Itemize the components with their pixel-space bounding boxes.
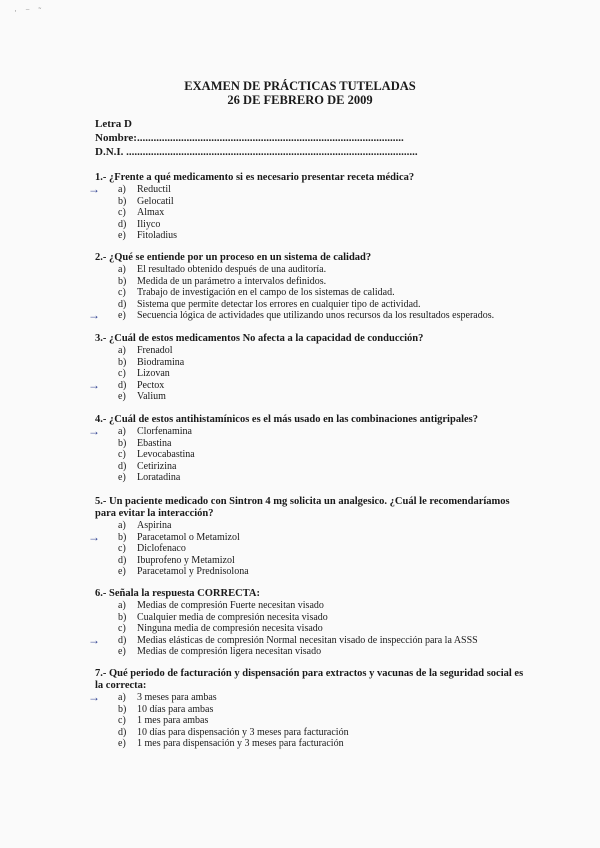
option-text: Levocabastina bbox=[137, 449, 195, 461]
option-letter: d) bbox=[118, 554, 127, 566]
option-letter: b) bbox=[118, 703, 127, 715]
options-list bbox=[88, 264, 525, 323]
option-letter: c) bbox=[118, 449, 126, 461]
option bbox=[95, 543, 525, 555]
option bbox=[95, 276, 525, 288]
option-text: Medias elásticas de compresión Normal necesitan visado de inspección para la ASSS bbox=[137, 634, 478, 646]
question-text: 7.- Qué periodo de facturación y dispensación para extractos y vacunas de la seguridad social es la correcta: bbox=[95, 668, 524, 691]
option-letter: c) bbox=[118, 368, 126, 380]
question-text: 5.- Un paciente medicado con Sintron 4 mg solicita un analgesico. ¿Cuál le recomendaríamos para evitar la interacción? bbox=[95, 496, 510, 519]
student-info bbox=[95, 117, 487, 159]
options-list bbox=[88, 345, 525, 403]
question-text: 2.- ¿Qué se entiende por un proceso en un sistema de calidad? bbox=[95, 252, 372, 263]
option-letter: a) bbox=[118, 600, 126, 611]
option-letter: d) bbox=[118, 298, 127, 310]
option-letter: c) bbox=[118, 715, 126, 727]
option-text: Diclofenaco bbox=[137, 543, 186, 555]
question-text: 6.- Señala la respuesta CORRECTA: bbox=[95, 588, 260, 599]
option-letter: c) bbox=[118, 623, 126, 635]
option-letter: b) bbox=[118, 356, 127, 368]
option-letter: c) bbox=[118, 207, 126, 219]
option-letter: e) bbox=[118, 566, 126, 578]
answer-arrow-icon: → bbox=[88, 377, 100, 392]
question-text: 1.- ¿Frente a qué medicamento si es necesario presentar receta médica? bbox=[95, 172, 415, 183]
option-letter: d) bbox=[118, 218, 127, 230]
option-text: Almax bbox=[137, 207, 165, 219]
option bbox=[95, 727, 525, 739]
option bbox=[95, 600, 525, 612]
option bbox=[95, 230, 525, 242]
letra-label: Letra D bbox=[95, 118, 132, 130]
option-letter: b) bbox=[118, 195, 127, 207]
option-text: Paracetamol o Metamizol bbox=[137, 531, 240, 543]
options-list bbox=[88, 182, 525, 242]
option-text: Cualquier media de compresión necesita visado bbox=[137, 611, 328, 623]
option-text: Aspirina bbox=[137, 520, 172, 531]
option bbox=[95, 219, 525, 231]
option-letter: e) bbox=[118, 472, 126, 484]
option-letter: c) bbox=[118, 543, 126, 555]
option bbox=[95, 391, 525, 403]
option bbox=[95, 299, 525, 311]
answer-arrow-icon: → bbox=[88, 529, 100, 544]
option-letter: e) bbox=[118, 230, 126, 242]
question-5 bbox=[88, 496, 525, 578]
option bbox=[95, 623, 525, 635]
option bbox=[95, 715, 525, 727]
option-text: 1 mes para ambas bbox=[137, 715, 209, 727]
option-text: 1 mes para dispensación y 3 meses para facturación bbox=[137, 738, 344, 750]
option bbox=[95, 461, 525, 473]
option bbox=[95, 207, 525, 219]
option-letter: b) bbox=[118, 275, 127, 287]
option bbox=[95, 612, 525, 624]
answer-arrow-icon: → bbox=[88, 182, 100, 196]
option-text: Medias de compresión Fuerte necesitan visado bbox=[137, 600, 324, 611]
answer-arrow-icon: → bbox=[88, 632, 100, 647]
option bbox=[95, 520, 525, 532]
option-letter: a) bbox=[118, 426, 126, 437]
option bbox=[95, 566, 525, 578]
option-letter: d) bbox=[118, 634, 127, 646]
option-text: Sistema que permite detectar los errores en cualquier tipo de actividad. bbox=[137, 298, 421, 310]
option bbox=[95, 738, 525, 750]
option-letter: a) bbox=[118, 184, 126, 195]
option-letter: e) bbox=[118, 391, 126, 403]
option-letter: a) bbox=[118, 520, 126, 531]
options-list bbox=[88, 520, 525, 578]
option-text: Biodramina bbox=[137, 356, 185, 368]
option bbox=[88, 529, 525, 544]
question-4 bbox=[88, 414, 525, 484]
option bbox=[88, 308, 525, 323]
dni-field: D.N.I. .......................................................................................................... bbox=[95, 146, 418, 158]
option bbox=[95, 646, 525, 658]
option-text: Reductil bbox=[137, 184, 171, 195]
option bbox=[95, 472, 525, 484]
option-text: El resultado obtenido después de una auditoría. bbox=[137, 264, 327, 275]
option-letter: c) bbox=[118, 287, 126, 299]
option bbox=[95, 438, 525, 450]
option-text: Fitoladius bbox=[137, 230, 178, 242]
answer-arrow-icon: → bbox=[88, 690, 100, 704]
question-1 bbox=[88, 172, 525, 242]
option-text: 10 días para dispensación y 3 meses para facturación bbox=[137, 726, 349, 738]
options-list bbox=[88, 600, 525, 658]
option-letter: d) bbox=[118, 460, 127, 472]
corner-marks: · ⁻ ˜ bbox=[14, 6, 45, 16]
option bbox=[88, 690, 525, 704]
option-letter: a) bbox=[118, 264, 126, 275]
option-letter: b) bbox=[118, 611, 127, 623]
option-letter: a) bbox=[118, 345, 126, 356]
option-letter: e) bbox=[118, 646, 126, 658]
option-text: Secuencia lógica de actividades que utilizando unos recursos da los resultados esperados. bbox=[137, 310, 495, 322]
option bbox=[95, 704, 525, 716]
question-6 bbox=[88, 588, 525, 658]
option bbox=[95, 196, 525, 208]
option-text: Lizovan bbox=[137, 368, 170, 380]
question-text: 3.- ¿Cuál de estos medicamentos No afecta a la capacidad de conducción? bbox=[95, 333, 424, 344]
option bbox=[88, 632, 525, 647]
option bbox=[88, 424, 525, 438]
option-text: Frenadol bbox=[137, 345, 173, 356]
option-text: Paracetamol y Prednisolona bbox=[137, 566, 249, 578]
option-letter: e) bbox=[118, 738, 126, 750]
options-list bbox=[88, 424, 525, 484]
option bbox=[95, 449, 525, 461]
option-letter: a) bbox=[118, 692, 126, 703]
exam-title: EXAMEN DE PRÁCTICAS TUTELADAS bbox=[184, 79, 416, 93]
answer-arrow-icon: → bbox=[88, 424, 100, 438]
option-letter: d) bbox=[118, 379, 127, 391]
option-text: Gelocatil bbox=[137, 195, 174, 207]
option bbox=[95, 368, 525, 380]
question-7 bbox=[88, 668, 525, 750]
options-list bbox=[88, 690, 525, 750]
option-text: Iliyco bbox=[137, 218, 161, 230]
option-letter: b) bbox=[118, 437, 127, 449]
option bbox=[88, 377, 525, 392]
option-text: Ebastina bbox=[137, 437, 172, 449]
question-text: 4.- ¿Cuál de estos antihistamínicos es el más usado en las combinaciones antigripales? bbox=[95, 414, 478, 425]
option-text: Cetirizina bbox=[137, 460, 177, 472]
option bbox=[95, 264, 525, 276]
option-text: Loratadina bbox=[137, 472, 181, 484]
option-text: 3 meses para ambas bbox=[137, 692, 217, 703]
option-text: 10 días para ambas bbox=[137, 703, 214, 715]
option-text: Pectox bbox=[137, 379, 165, 391]
option bbox=[95, 287, 525, 299]
option-letter: e) bbox=[118, 310, 126, 322]
option-text: Medias de compresión ligera necesitan visado bbox=[137, 646, 322, 658]
question-2 bbox=[88, 252, 525, 323]
exam-date: 26 DE FEBRERO DE 2009 bbox=[227, 93, 373, 107]
option-text: Valium bbox=[137, 391, 166, 403]
option bbox=[95, 357, 525, 369]
option-text: Ibuprofeno y Metamizol bbox=[137, 554, 235, 566]
nombre-field: Nombre:................................................................................................. bbox=[95, 132, 404, 144]
option bbox=[95, 555, 525, 567]
question-3 bbox=[88, 333, 525, 403]
answer-arrow-icon: → bbox=[88, 308, 100, 323]
option-text: Medida de un parámetro a intervalos definidos. bbox=[137, 275, 327, 287]
option-letter: d) bbox=[118, 726, 127, 738]
option-text: Trabajo de investigación en el campo de los sistemas de calidad. bbox=[137, 287, 395, 299]
option-text: Clorfenamina bbox=[137, 426, 192, 437]
option bbox=[95, 345, 525, 357]
option-letter: b) bbox=[118, 531, 127, 543]
option-text: Ninguna media de compresión necesita visado bbox=[137, 623, 323, 635]
option bbox=[88, 182, 525, 196]
